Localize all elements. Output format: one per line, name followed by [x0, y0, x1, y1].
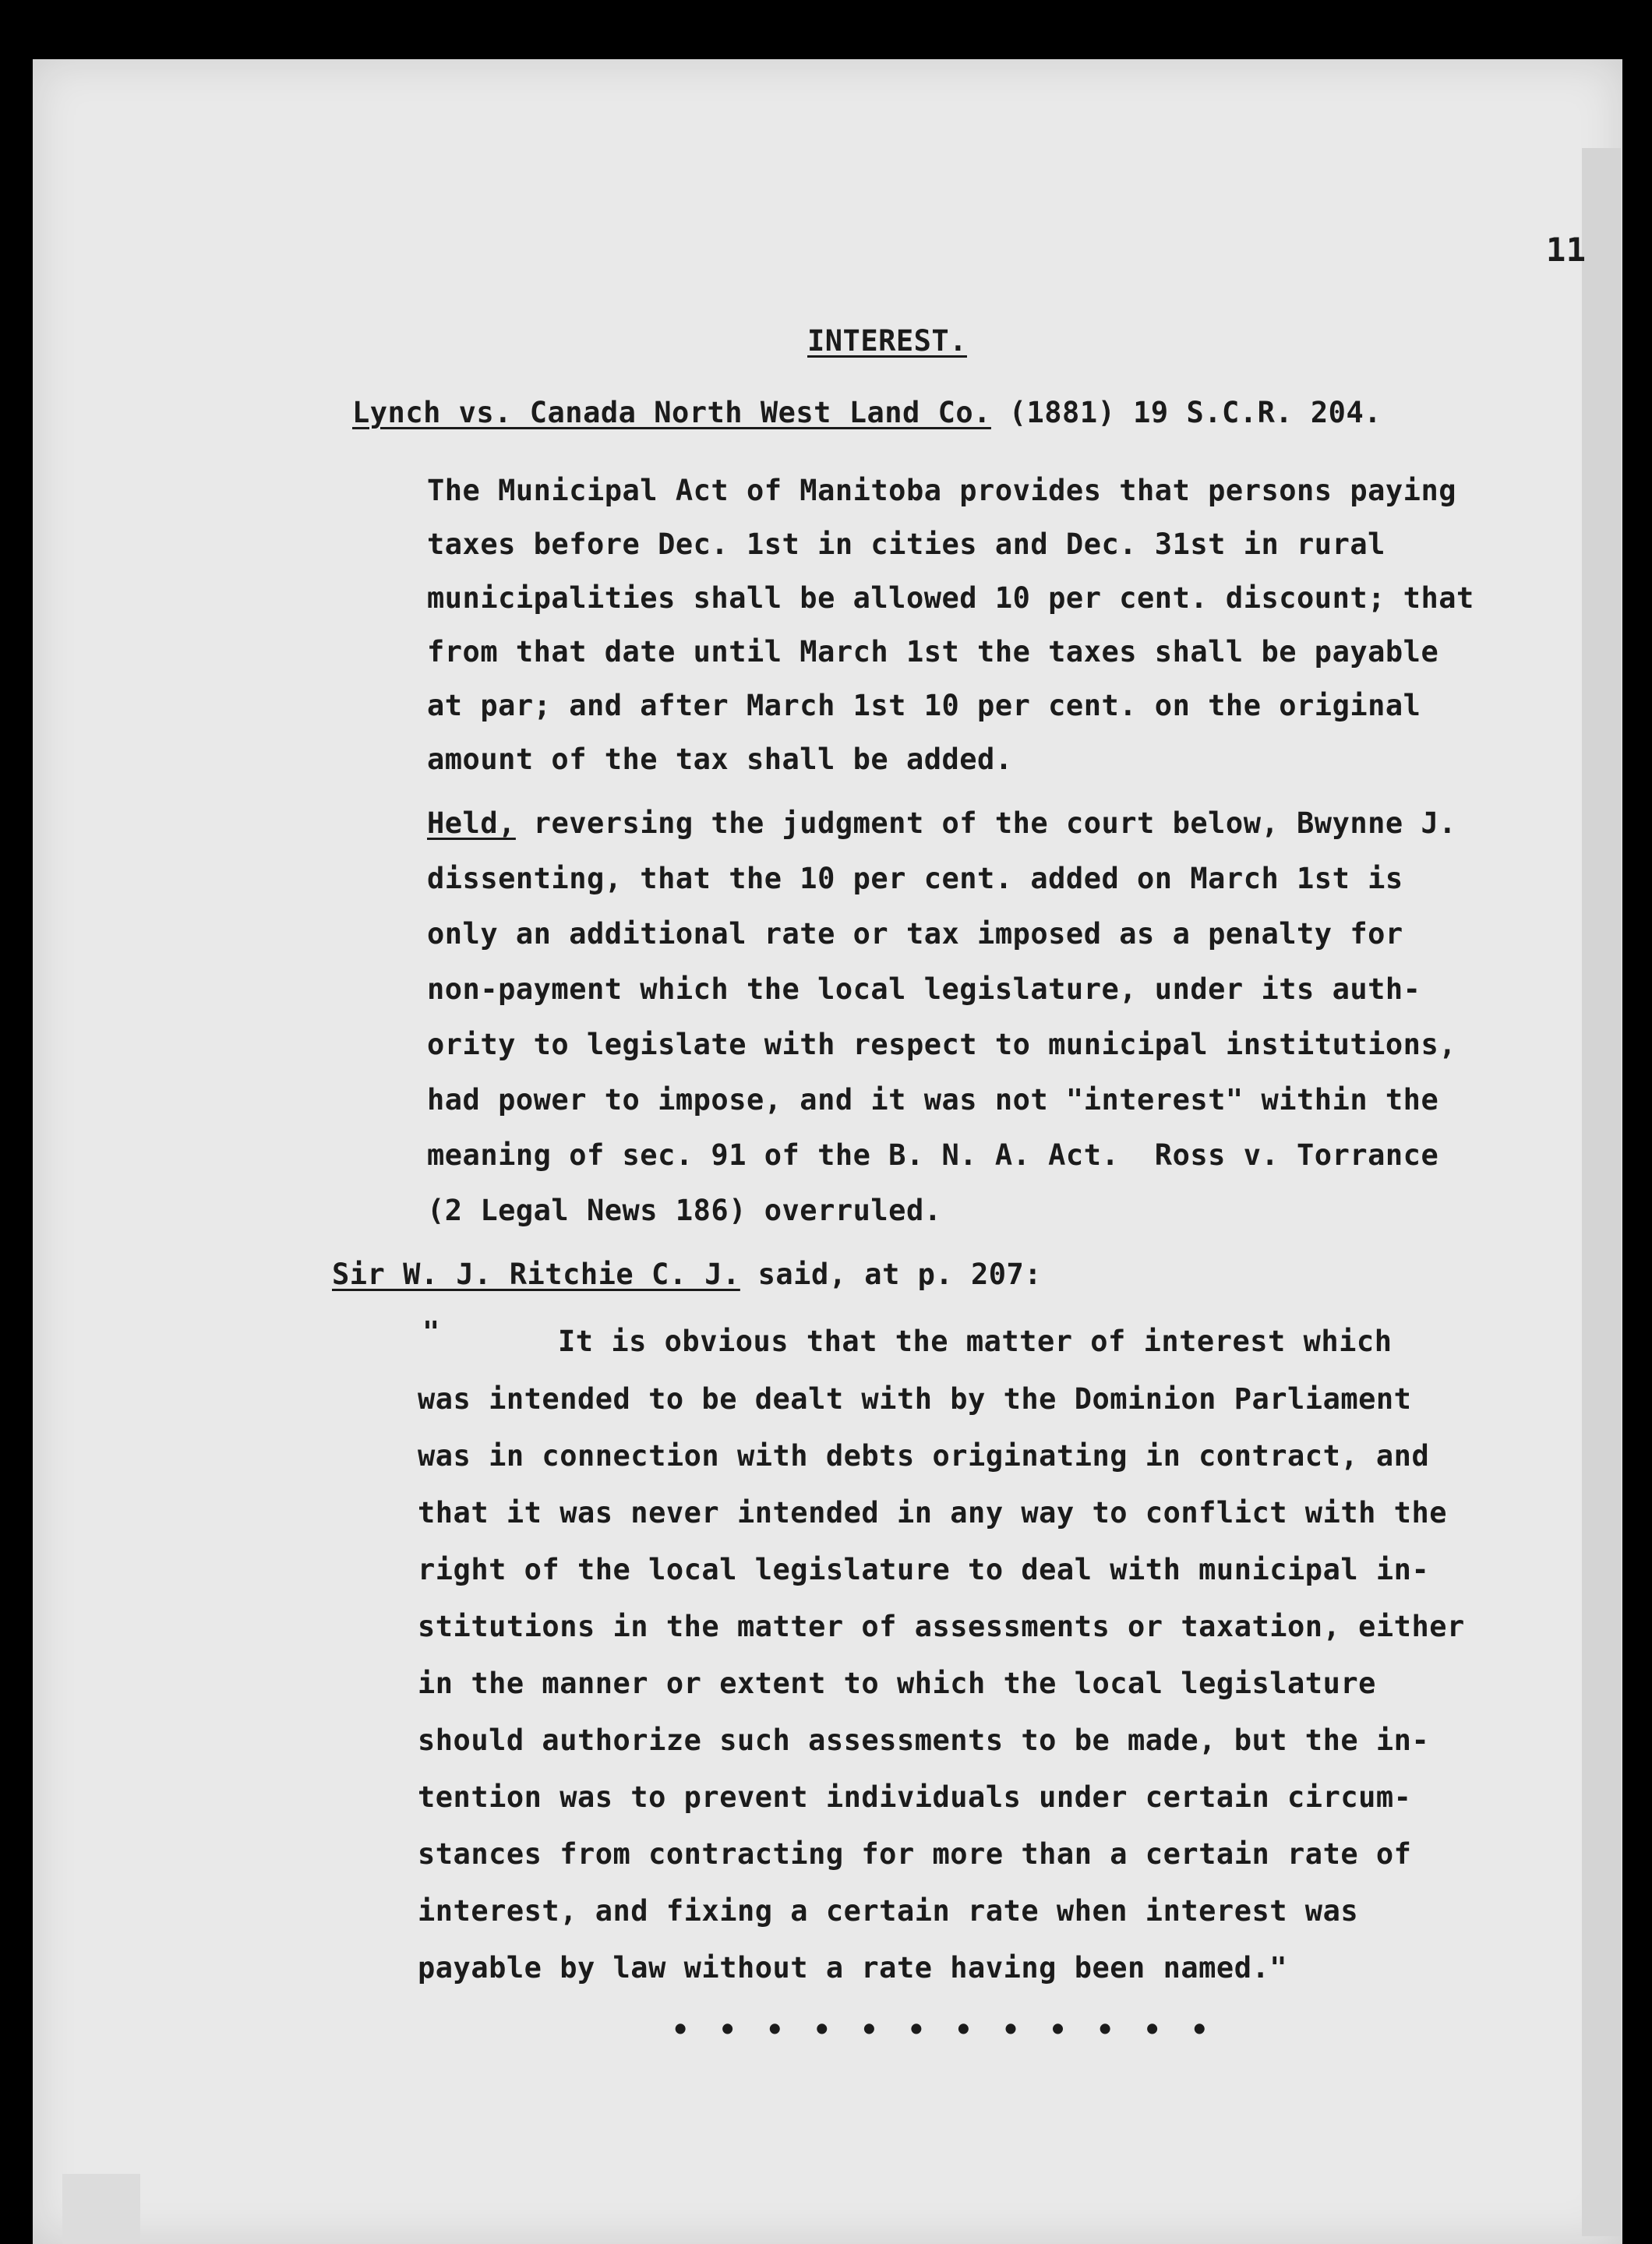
- page-number: 11: [1546, 231, 1587, 269]
- ellipsis-separator: • • • • • • • • • • • •: [672, 2013, 1215, 2047]
- corner-tab: [62, 2174, 140, 2244]
- case-name: Lynch vs. Canada North West Land Co.: [352, 396, 991, 429]
- held-line: dissenting, that the 10 per cent. added on March 1st is: [427, 862, 1403, 895]
- held-line: only an additional rate or tax imposed as a penalty for: [427, 917, 1403, 951]
- case-title-line: [352, 396, 1382, 429]
- quote-first-line: It is obvious that the matter of interest which: [558, 1325, 1393, 1358]
- held-text: reversing the judgment of the court below, Bwynne J.: [515, 806, 1457, 840]
- quote-attribution: [332, 1258, 1042, 1291]
- summary-line: amount of the tax shall be added.: [427, 743, 1013, 776]
- held-line: had power to impose, and it was not "interest" within the: [427, 1083, 1439, 1117]
- quote-line: in the manner or extent to which the local legislature: [418, 1667, 1376, 1700]
- held-line: (2 Legal News 186) overruled.: [427, 1194, 942, 1227]
- quote-line: interest, and fixing a certain rate when interest was: [418, 1894, 1359, 1928]
- held-line: ority to legislate with respect to municipal institutions,: [427, 1028, 1457, 1061]
- summary-line: municipalities shall be allowed 10 per cent. discount; that: [427, 581, 1474, 615]
- quote-line: stances from contracting for more than a certain rate of: [418, 1837, 1412, 1871]
- page-edge-shadow: [1582, 148, 1621, 2236]
- section-heading: INTEREST.: [807, 324, 967, 358]
- held-line: non-payment which the local legislature, under its auth-: [427, 972, 1421, 1006]
- quote-intro: said, at p. 207:: [740, 1258, 1043, 1291]
- quote-line: stitutions in the matter of assessments or taxation, either: [418, 1610, 1465, 1643]
- quote-line: right of the local legislature to deal with municipal in-: [418, 1553, 1430, 1586]
- case-citation: (1881) 19 S.C.R. 204.: [990, 396, 1382, 429]
- quote-line: was intended to be dealt with by the Dominion Parliament: [418, 1382, 1412, 1416]
- held-first-line: [427, 806, 1456, 840]
- summary-line: The Municipal Act of Manitoba provides that persons paying: [427, 474, 1457, 507]
- judge-name: Sir W. J. Ritchie C. J.: [332, 1258, 740, 1291]
- quote-line: that it was never intended in any way to conflict with the: [418, 1496, 1448, 1530]
- summary-line: taxes before Dec. 1st in cities and Dec. 31st in rural: [427, 527, 1385, 561]
- held-label: Held,: [427, 806, 516, 840]
- quote-line: should authorize such assessments to be made, but the in-: [418, 1724, 1430, 1757]
- open-quote-mark: ": [422, 1315, 440, 1349]
- summary-line: from that date until March 1st the taxes shall be payable: [427, 635, 1439, 669]
- quote-line: tention was to prevent individuals under certain circum-: [418, 1780, 1412, 1814]
- quote-line: was in connection with debts originating in contract, and: [418, 1439, 1430, 1473]
- quote-line: payable by law without a rate having been named.": [418, 1951, 1288, 1985]
- held-line: meaning of sec. 91 of the B. N. A. Act. Ross v. Torrance: [427, 1138, 1439, 1172]
- summary-line: at par; and after March 1st 10 per cent. on the original: [427, 689, 1421, 722]
